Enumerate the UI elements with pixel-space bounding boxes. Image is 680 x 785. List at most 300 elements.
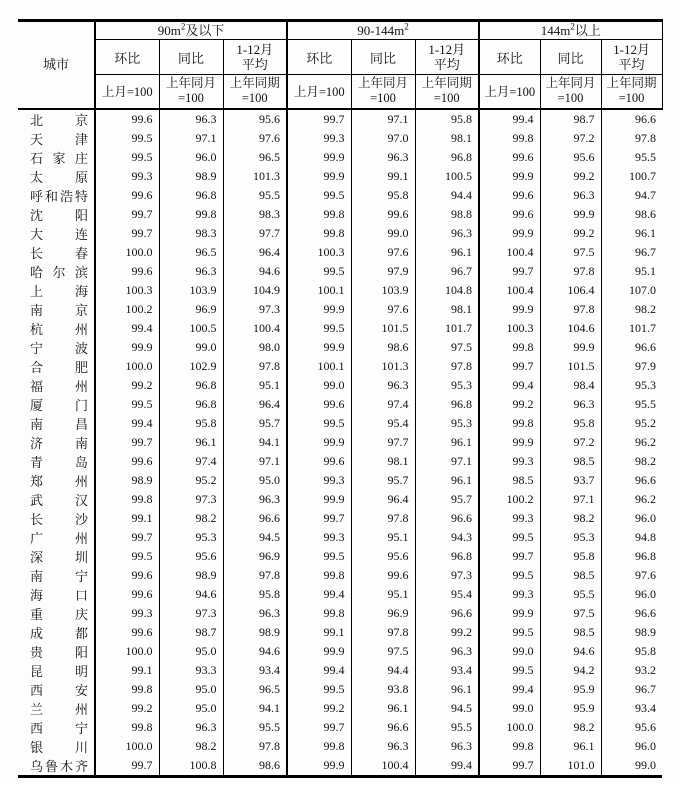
table-row xyxy=(18,452,662,471)
cell-value: 95.4 xyxy=(351,414,415,433)
cell-value: 100.1 xyxy=(287,281,351,300)
city-cell xyxy=(18,357,95,376)
avg-header-line2: 平均 xyxy=(241,57,268,72)
cell-value: 98.2 xyxy=(601,452,662,471)
cell-value: 95.8 xyxy=(601,642,662,661)
city-name: 沈阳 xyxy=(30,207,88,223)
cell-value: 99.6 xyxy=(351,205,415,224)
cell-value: 98.5 xyxy=(540,452,601,471)
cell-value: 99.1 xyxy=(95,509,159,528)
cell-value: 99.9 xyxy=(479,604,540,623)
cell-value: 99.6 xyxy=(95,262,159,281)
cell-value: 97.8 xyxy=(351,623,415,642)
cell-value: 99.8 xyxy=(159,205,223,224)
city-name: 长春 xyxy=(30,245,88,261)
avg-header xyxy=(415,40,479,75)
city-name: 南京 xyxy=(30,302,88,318)
cell-value: 100.3 xyxy=(479,319,540,338)
city-name: 广州 xyxy=(30,530,88,546)
table-row xyxy=(18,129,662,148)
cell-value: 99.9 xyxy=(540,205,601,224)
cell-value: 98.9 xyxy=(601,623,662,642)
cell-value: 96.8 xyxy=(159,186,223,205)
cell-value: 103.9 xyxy=(159,281,223,300)
cell-value: 98.3 xyxy=(159,224,223,243)
cell-value: 99.0 xyxy=(479,699,540,718)
cell-value: 99.8 xyxy=(287,205,351,224)
cell-value: 100.4 xyxy=(351,756,415,777)
city-name: 太原 xyxy=(30,169,88,185)
cell-value: 97.8 xyxy=(351,509,415,528)
cell-value: 99.4 xyxy=(95,414,159,433)
avg-base-line1: 上年同期 xyxy=(606,76,657,91)
table-header xyxy=(18,21,662,109)
cell-value: 95.1 xyxy=(601,262,662,281)
cell-value: 99.9 xyxy=(287,756,351,777)
cell-value: 96.3 xyxy=(159,109,223,129)
yoy-base-line2: =100 xyxy=(370,91,396,106)
cell-value: 96.8 xyxy=(601,547,662,566)
cell-value: 98.8 xyxy=(415,205,479,224)
city-cell xyxy=(18,319,95,338)
city-name: 乌鲁木齐 xyxy=(30,758,88,774)
cell-value: 99.4 xyxy=(415,756,479,777)
table-row xyxy=(18,433,662,452)
cell-value: 99.8 xyxy=(479,414,540,433)
city-cell xyxy=(18,148,95,167)
cell-value: 95.6 xyxy=(601,718,662,737)
cell-value: 96.1 xyxy=(415,433,479,452)
cell-value: 100.0 xyxy=(95,642,159,661)
cell-value: 95.8 xyxy=(223,585,287,604)
cell-value: 97.4 xyxy=(159,452,223,471)
yoy-base-header xyxy=(351,75,415,109)
cell-value: 96.8 xyxy=(415,547,479,566)
cell-value: 99.5 xyxy=(479,623,540,642)
cell-value: 97.6 xyxy=(351,300,415,319)
cell-value: 98.4 xyxy=(540,376,601,395)
cell-value: 97.0 xyxy=(351,129,415,148)
city-name: 厦门 xyxy=(30,397,88,413)
cell-value: 95.3 xyxy=(415,414,479,433)
cell-value: 96.4 xyxy=(351,490,415,509)
cell-value: 107.0 xyxy=(601,281,662,300)
table-row xyxy=(18,604,662,623)
cell-value: 96.2 xyxy=(601,490,662,509)
cell-value: 101.7 xyxy=(415,319,479,338)
city-cell xyxy=(18,737,95,756)
cell-value: 99.5 xyxy=(479,566,540,585)
yoy-header: 同比 xyxy=(159,40,223,75)
cell-value: 96.0 xyxy=(159,148,223,167)
cell-value: 96.6 xyxy=(351,718,415,737)
cell-value: 99.0 xyxy=(351,224,415,243)
cell-value: 93.4 xyxy=(415,661,479,680)
cell-value: 100.0 xyxy=(95,737,159,756)
cell-value: 94.6 xyxy=(223,642,287,661)
mom-header: 环比 xyxy=(287,40,351,75)
cell-value: 97.5 xyxy=(540,243,601,262)
city-name: 宁波 xyxy=(30,340,88,356)
header-row-base xyxy=(18,75,662,109)
cell-value: 99.6 xyxy=(479,205,540,224)
avg-base-line2: =100 xyxy=(241,91,268,106)
table-row xyxy=(18,642,662,661)
avg-base-line2: =100 xyxy=(618,91,645,106)
cell-value: 98.9 xyxy=(159,566,223,585)
cell-value: 95.1 xyxy=(223,376,287,395)
cell-value: 99.0 xyxy=(479,642,540,661)
cell-value: 100.5 xyxy=(159,319,223,338)
cell-value: 101.5 xyxy=(540,357,601,376)
city-cell xyxy=(18,718,95,737)
cell-value: 97.7 xyxy=(223,224,287,243)
cell-value: 99.9 xyxy=(287,300,351,319)
group-label: 90m xyxy=(157,23,181,38)
avg-header-line1: 1-12月 xyxy=(613,42,650,57)
table-row xyxy=(18,566,662,585)
cell-value: 96.8 xyxy=(415,148,479,167)
yoy-header: 同比 xyxy=(540,40,601,75)
cell-value: 97.1 xyxy=(351,109,415,129)
yoy-base-line2: =100 xyxy=(178,91,204,106)
cell-value: 99.6 xyxy=(95,452,159,471)
cell-value: 100.0 xyxy=(95,243,159,262)
table-row xyxy=(18,623,662,642)
cell-value: 95.0 xyxy=(223,471,287,490)
table-row xyxy=(18,661,662,680)
avg-header xyxy=(601,40,662,75)
cell-value: 94.6 xyxy=(223,262,287,281)
cell-value: 99.5 xyxy=(287,319,351,338)
cell-value: 103.9 xyxy=(351,281,415,300)
cell-value: 96.9 xyxy=(159,300,223,319)
cell-value: 96.3 xyxy=(351,148,415,167)
city-cell xyxy=(18,376,95,395)
cell-value: 97.2 xyxy=(540,129,601,148)
city-name: 哈尔滨 xyxy=(30,264,88,280)
city-cell xyxy=(18,699,95,718)
cell-value: 99.1 xyxy=(287,623,351,642)
city-name: 长沙 xyxy=(30,511,88,527)
city-name: 合肥 xyxy=(30,359,88,375)
header-row-metrics xyxy=(18,40,662,75)
cell-value: 99.6 xyxy=(95,585,159,604)
cell-value: 99.8 xyxy=(95,718,159,737)
cell-value: 99.6 xyxy=(287,452,351,471)
table-row xyxy=(18,262,662,281)
cell-value: 95.3 xyxy=(159,528,223,547)
cell-value: 99.2 xyxy=(415,623,479,642)
cell-value: 96.8 xyxy=(159,395,223,414)
city-name: 西宁 xyxy=(30,720,88,736)
city-name: 北京 xyxy=(30,112,88,128)
cell-value: 99.6 xyxy=(479,186,540,205)
avg-base-line1: 上年同期 xyxy=(421,76,472,91)
city-name: 贵阳 xyxy=(30,644,88,660)
cell-value: 100.0 xyxy=(95,357,159,376)
table-row xyxy=(18,756,662,777)
cell-value: 99.8 xyxy=(287,737,351,756)
cell-value: 98.7 xyxy=(540,109,601,129)
cell-value: 98.1 xyxy=(351,452,415,471)
city-cell xyxy=(18,547,95,566)
cell-value: 99.7 xyxy=(287,109,351,129)
cell-value: 96.0 xyxy=(601,737,662,756)
cell-value: 99.6 xyxy=(95,186,159,205)
table-row xyxy=(18,547,662,566)
cell-value: 97.3 xyxy=(223,300,287,319)
city-cell xyxy=(18,338,95,357)
cell-value: 95.5 xyxy=(223,718,287,737)
cell-value: 96.6 xyxy=(223,509,287,528)
cell-value: 99.3 xyxy=(287,471,351,490)
table-row xyxy=(18,395,662,414)
cell-value: 99.5 xyxy=(95,129,159,148)
cell-value: 100.3 xyxy=(95,281,159,300)
cell-value: 94.1 xyxy=(223,433,287,452)
avg-header-line2: 平均 xyxy=(433,57,460,72)
table-row xyxy=(18,109,662,129)
group-label-suffix: 及以下 xyxy=(185,23,225,38)
cell-value: 99.5 xyxy=(287,414,351,433)
cell-value: 97.5 xyxy=(415,338,479,357)
cell-value: 98.2 xyxy=(601,300,662,319)
cell-value: 99.1 xyxy=(351,167,415,186)
cell-value: 96.3 xyxy=(415,737,479,756)
cell-value: 96.0 xyxy=(601,585,662,604)
cell-value: 101.7 xyxy=(601,319,662,338)
cell-value: 96.1 xyxy=(159,433,223,452)
cell-value: 96.7 xyxy=(415,262,479,281)
table-row xyxy=(18,699,662,718)
city-cell xyxy=(18,243,95,262)
table-row xyxy=(18,376,662,395)
table-row xyxy=(18,718,662,737)
cell-value: 94.2 xyxy=(540,661,601,680)
cell-value: 94.1 xyxy=(223,699,287,718)
cell-value: 97.5 xyxy=(540,604,601,623)
cell-value: 99.4 xyxy=(287,585,351,604)
cell-value: 99.7 xyxy=(287,718,351,737)
cell-value: 95.8 xyxy=(351,186,415,205)
cell-value: 96.3 xyxy=(415,642,479,661)
cell-value: 99.9 xyxy=(287,338,351,357)
yoy-header: 同比 xyxy=(351,40,415,75)
cell-value: 99.5 xyxy=(95,395,159,414)
city-cell xyxy=(18,566,95,585)
city-name: 重庆 xyxy=(30,606,88,622)
cell-value: 96.4 xyxy=(223,395,287,414)
mom-header: 环比 xyxy=(479,40,540,75)
cell-value: 100.4 xyxy=(479,281,540,300)
cell-value: 99.2 xyxy=(540,224,601,243)
cell-value: 99.6 xyxy=(95,109,159,129)
cell-value: 99.7 xyxy=(479,262,540,281)
table-row xyxy=(18,471,662,490)
yoy-base-line1: 上年同月 xyxy=(358,76,409,91)
table-row xyxy=(18,414,662,433)
cell-value: 99.5 xyxy=(287,680,351,699)
cell-value: 96.1 xyxy=(415,680,479,699)
cell-value: 99.5 xyxy=(479,528,540,547)
cell-value: 98.6 xyxy=(351,338,415,357)
cell-value: 99.2 xyxy=(287,699,351,718)
cell-value: 94.5 xyxy=(223,528,287,547)
cell-value: 99.2 xyxy=(540,167,601,186)
cell-value: 98.3 xyxy=(223,205,287,224)
cell-value: 106.4 xyxy=(540,281,601,300)
cell-value: 97.8 xyxy=(415,357,479,376)
cell-value: 99.8 xyxy=(479,737,540,756)
city-column-label: 城市 xyxy=(42,57,69,73)
table-row xyxy=(18,205,662,224)
city-cell xyxy=(18,585,95,604)
cell-value: 99.9 xyxy=(479,300,540,319)
table-row xyxy=(18,490,662,509)
cell-value: 100.7 xyxy=(601,167,662,186)
cell-value: 98.6 xyxy=(601,205,662,224)
cell-value: 97.6 xyxy=(351,243,415,262)
cell-value: 99.8 xyxy=(287,566,351,585)
cell-value: 97.8 xyxy=(223,357,287,376)
cell-value: 99.3 xyxy=(287,528,351,547)
cell-value: 101.5 xyxy=(351,319,415,338)
table-row xyxy=(18,243,662,262)
cell-value: 96.8 xyxy=(159,376,223,395)
mom-base-header: 上月=100 xyxy=(479,75,540,109)
city-name: 成都 xyxy=(30,625,88,641)
cell-value: 93.3 xyxy=(159,661,223,680)
city-cell xyxy=(18,281,95,300)
cell-value: 99.9 xyxy=(287,433,351,452)
cell-value: 99.7 xyxy=(95,205,159,224)
city-name: 西安 xyxy=(30,682,88,698)
cell-value: 99.7 xyxy=(479,547,540,566)
table-row xyxy=(18,528,662,547)
cell-value: 94.4 xyxy=(415,186,479,205)
cell-value: 99.7 xyxy=(287,509,351,528)
cell-value: 96.5 xyxy=(223,148,287,167)
cell-value: 97.2 xyxy=(540,433,601,452)
cell-value: 98.9 xyxy=(159,167,223,186)
cell-value: 96.3 xyxy=(159,262,223,281)
cell-value: 94.5 xyxy=(415,699,479,718)
cell-value: 95.5 xyxy=(415,718,479,737)
cell-value: 99.5 xyxy=(287,186,351,205)
avg-base-header xyxy=(223,75,287,109)
cell-value: 99.3 xyxy=(287,129,351,148)
city-name: 深圳 xyxy=(30,549,88,565)
cell-value: 96.6 xyxy=(601,471,662,490)
cell-value: 101.3 xyxy=(351,357,415,376)
cell-value: 97.6 xyxy=(601,566,662,585)
table-row xyxy=(18,186,662,205)
cell-value: 99.7 xyxy=(479,756,540,777)
cell-value: 97.1 xyxy=(159,129,223,148)
superscript-2: 2 xyxy=(404,21,409,32)
cell-value: 99.4 xyxy=(479,376,540,395)
cell-value: 100.5 xyxy=(415,167,479,186)
cell-value: 96.3 xyxy=(159,718,223,737)
city-cell xyxy=(18,452,95,471)
yoy-base-line1: 上年同月 xyxy=(545,76,596,91)
city-cell xyxy=(18,167,95,186)
avg-base-line1: 上年同期 xyxy=(229,76,280,91)
cell-value: 94.6 xyxy=(540,642,601,661)
cell-value: 97.1 xyxy=(415,452,479,471)
cell-value: 96.7 xyxy=(601,243,662,262)
city-cell xyxy=(18,129,95,148)
cell-value: 99.3 xyxy=(95,167,159,186)
cell-value: 99.3 xyxy=(479,452,540,471)
city-name: 银川 xyxy=(30,739,88,755)
cell-value: 96.1 xyxy=(601,224,662,243)
cell-value: 96.3 xyxy=(223,490,287,509)
superscript-2: 2 xyxy=(570,21,575,32)
city-cell xyxy=(18,680,95,699)
cell-value: 94.4 xyxy=(351,661,415,680)
cell-value: 99.8 xyxy=(95,680,159,699)
cell-value: 95.6 xyxy=(159,547,223,566)
cell-value: 99.4 xyxy=(479,680,540,699)
city-cell xyxy=(18,623,95,642)
cell-value: 99.3 xyxy=(479,509,540,528)
cell-value: 99.9 xyxy=(95,338,159,357)
cell-value: 99.5 xyxy=(95,148,159,167)
cell-value: 96.3 xyxy=(351,737,415,756)
city-cell xyxy=(18,433,95,452)
cell-value: 97.1 xyxy=(540,490,601,509)
cell-value: 99.6 xyxy=(95,623,159,642)
cell-value: 98.2 xyxy=(540,509,601,528)
table-row xyxy=(18,338,662,357)
cell-value: 96.3 xyxy=(351,376,415,395)
cell-value: 100.0 xyxy=(479,718,540,737)
cell-value: 99.1 xyxy=(95,661,159,680)
cell-value: 96.4 xyxy=(223,243,287,262)
cell-value: 95.7 xyxy=(415,490,479,509)
cell-value: 99.7 xyxy=(95,433,159,452)
cell-value: 96.0 xyxy=(601,509,662,528)
cell-value: 95.0 xyxy=(159,699,223,718)
cell-value: 98.5 xyxy=(540,566,601,585)
cell-value: 95.4 xyxy=(415,585,479,604)
cell-value: 96.2 xyxy=(601,433,662,452)
yoy-base-line2: =100 xyxy=(557,91,584,106)
cell-value: 99.5 xyxy=(287,547,351,566)
cell-value: 95.5 xyxy=(223,186,287,205)
cell-value: 99.5 xyxy=(479,661,540,680)
cell-value: 97.3 xyxy=(159,604,223,623)
mom-header: 环比 xyxy=(95,40,159,75)
cell-value: 99.7 xyxy=(479,357,540,376)
cell-value: 97.3 xyxy=(415,566,479,585)
cell-value: 99.4 xyxy=(95,319,159,338)
city-name: 济南 xyxy=(30,435,88,451)
cell-value: 95.3 xyxy=(415,376,479,395)
table-row xyxy=(18,300,662,319)
city-cell xyxy=(18,205,95,224)
avg-header-line2: 平均 xyxy=(618,57,645,72)
cell-value: 99.7 xyxy=(95,756,159,777)
cell-value: 99.2 xyxy=(479,395,540,414)
cell-value: 98.7 xyxy=(159,623,223,642)
cell-value: 99.8 xyxy=(287,604,351,623)
city-cell xyxy=(18,471,95,490)
cell-value: 104.9 xyxy=(223,281,287,300)
cell-value: 96.9 xyxy=(351,604,415,623)
